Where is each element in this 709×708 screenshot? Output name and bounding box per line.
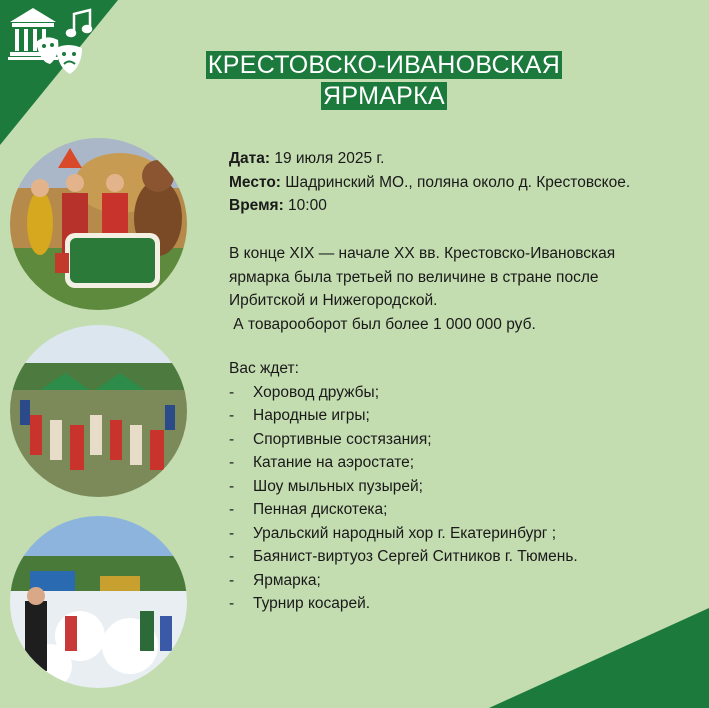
description — [229, 242, 669, 336]
time-label: Время: — [229, 197, 284, 214]
place-value: Шадринский МО., поляна около д. Крестовское. — [280, 173, 631, 191]
theatre-masks-icon — [36, 37, 82, 74]
program-heading: Вас ждет: — [229, 360, 299, 377]
program-item: - Спортивные состязания; — [229, 428, 578, 452]
program-item: - Народные игры; — [229, 404, 578, 428]
theatre-logo-icon — [6, 4, 96, 86]
time-row — [229, 194, 630, 218]
event-info — [229, 147, 630, 218]
description-line: Ирбитской и Нижегородской. — [229, 292, 438, 309]
date-label: Дата: — [229, 150, 271, 167]
program-item: - Баянист-виртуоз Сергей Ситников г. Тюмень. — [229, 545, 578, 569]
event-title — [183, 50, 585, 112]
program-item: - Катание на аэростате; — [229, 451, 578, 475]
program-item: - Уральский народный хор г. Екатеринбург ; — [229, 522, 578, 546]
foam-party-photo — [10, 516, 187, 688]
program-item: - Хоровод дружбы; — [229, 381, 578, 405]
fair-mascots-photo — [10, 138, 187, 310]
description-line: ярмарка была третьей по величине в стране после — [229, 268, 599, 286]
program-item: - Шоу мыльных пузырей; — [229, 475, 578, 499]
program-item: - Турнир косарей. — [229, 592, 578, 616]
title-line-1: КРЕСТОВСКО-ИВАНОВСКАЯ — [207, 51, 561, 79]
date-row — [229, 147, 630, 171]
description-line: В конце XIX — начале XX вв. Крестовско-Ивановская — [229, 245, 616, 262]
time-value: 10:00 — [283, 197, 327, 214]
fair-crowd-photo — [10, 325, 187, 497]
program-item: - Пенная дискотека; — [229, 498, 578, 522]
program-list — [229, 381, 578, 616]
bottom-right-corner-decoration — [489, 608, 709, 708]
music-note-icon — [67, 10, 91, 36]
place-label: Место: — [229, 173, 281, 191]
program-section — [229, 357, 578, 616]
date-value: 19 июля 2025 г. — [270, 150, 385, 167]
title-line-2: ЯРМАРКА — [323, 82, 445, 110]
description-line: А товарооборот был более 1 000 000 руб. — [229, 315, 536, 333]
program-item: - Ярмарка; — [229, 569, 578, 593]
place-row — [229, 171, 630, 195]
